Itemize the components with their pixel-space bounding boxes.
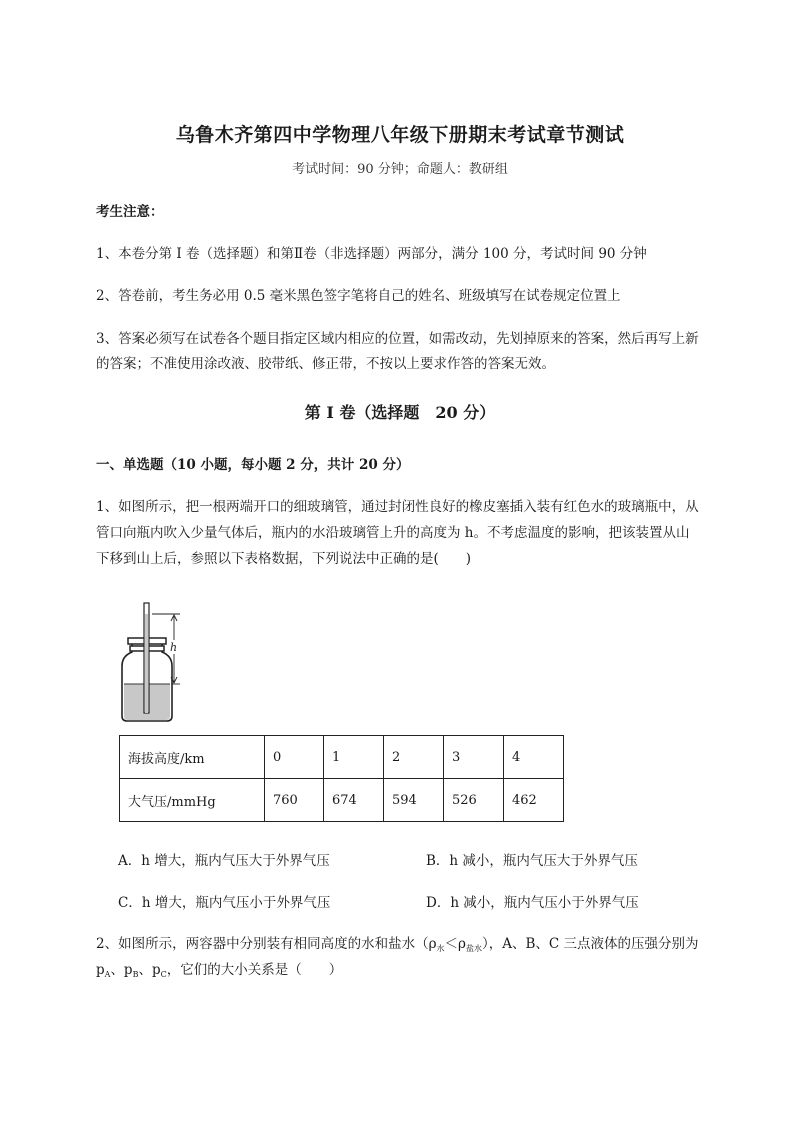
- table-row: [120, 736, 564, 779]
- table-cell: 大气压/mmHg: [120, 779, 265, 822]
- part-title: 一、单选题（10 小题，每小题 2 分，共计 20 分）: [96, 457, 410, 473]
- table-cell: 760: [265, 779, 324, 822]
- notice-item-3: 3、答案必须写在试卷各个题目指定区域内相应的位置，如需改动，先划掉原来的答案，然后再写上新: [96, 331, 699, 347]
- table-cell: 0: [265, 736, 324, 779]
- table-cell: 462: [504, 779, 564, 822]
- question-1-line-2: 管口向瓶内吹入少量气体后，瓶内的水沿玻璃管上升的高度为 h。不考虑温度的影响，把该装置从山: [96, 525, 690, 541]
- question-1-line-3: 下移到山上后，参照以下表格数据，下列说法中正确的是( ): [96, 551, 472, 567]
- table-row: [120, 779, 564, 822]
- table-cell: 1: [324, 736, 384, 779]
- notice-item-2: 2、答卷前，考生务必用 0.5 毫米黑色签字笔将自己的姓名、班级填写在试卷规定位置上: [96, 288, 621, 304]
- page-title: 乌鲁木齐第四中学物理八年级下册期末考试章节测试: [175, 124, 625, 146]
- question-2-line-1: 2、如图所示，两容器中分别装有相同高度的水和盐水$(\rho_水<\rho_{盐水})$，A、B、C 三点液体的压强分别为: [96, 936, 699, 953]
- option-a[interactable]: A．h 增大，瓶内气压大于外界气压: [118, 853, 330, 869]
- table-cell: 海拔高度/km: [120, 736, 265, 779]
- option-b[interactable]: B．h 减小，瓶内气压大于外界气压: [426, 853, 638, 869]
- question-1-line-1: 1、如图所示，把一根两端开口的细玻璃管，通过封闭性良好的橡皮塞插入装有红色水的玻璃瓶中，从: [96, 499, 699, 515]
- notice-item-3-cont: 的答案；不准使用涂改液、胶带纸、修正带，不按以上要求作答的答案无效。: [96, 356, 555, 372]
- section-title: 第 I 卷（选择题 20 分）: [304, 403, 496, 422]
- option-d[interactable]: D．h 减小，瓶内气压小于外界气压: [426, 895, 639, 911]
- table-cell: 3: [444, 736, 504, 779]
- notice-item-1: 1、本卷分第 I 卷（选择题）和第Ⅱ卷（非选择题）两部分，满分 100 分，考试时间 90 分钟: [96, 246, 647, 262]
- tube-liquid: [145, 614, 148, 713]
- table-cell: 2: [384, 736, 444, 779]
- altitude-pressure-table: [119, 735, 564, 822]
- table-cell: 594: [384, 779, 444, 822]
- height-label: h: [170, 641, 178, 654]
- table-cell: 674: [324, 779, 384, 822]
- option-c[interactable]: C．h 增大，瓶内气压小于外界气压: [118, 895, 331, 911]
- notice-heading: 考生注意：: [96, 204, 164, 220]
- question-2-line-2: $p_A$、$p_B$、$p_C$，它们的大小关系是（ ）: [96, 962, 343, 979]
- table-cell: 4: [504, 736, 564, 779]
- exam-info: 考试时间：90 分钟；命题人：教研组: [292, 162, 508, 177]
- bottle-figure: [112, 600, 192, 724]
- table-cell: 526: [444, 779, 504, 822]
